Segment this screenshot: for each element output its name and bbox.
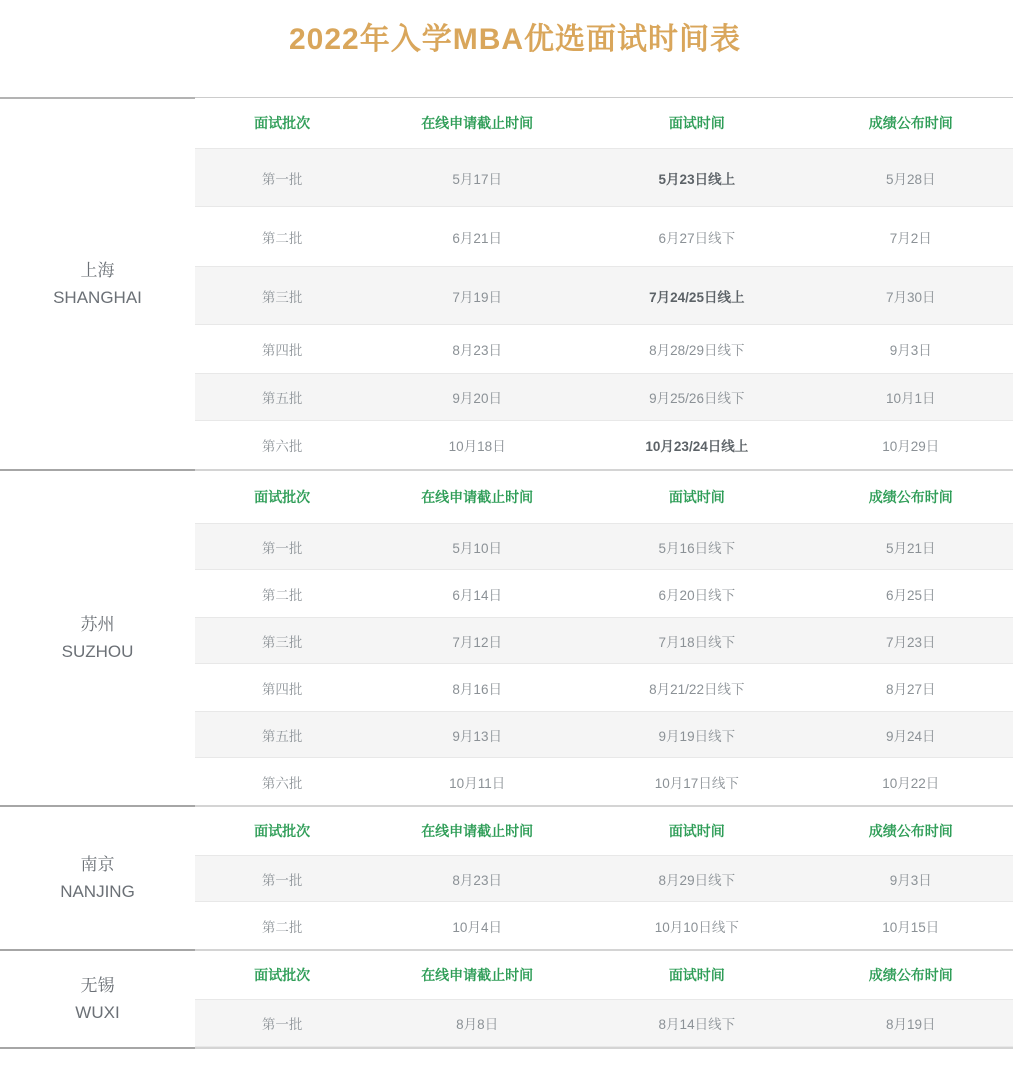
schedule-sections: [0, 97, 1013, 1049]
deadline-cell: 8月23日: [452, 872, 502, 888]
interview-cell: 7月18日线下: [658, 634, 736, 650]
column-header-batch: 面试批次: [254, 489, 311, 505]
deadline-cell: 8月16日: [452, 681, 502, 697]
table-header-row: [195, 951, 1013, 999]
table-row: [195, 758, 1013, 805]
city-name-cn: 苏州: [80, 615, 115, 634]
city-label: [0, 951, 195, 1049]
batch-cell: 第四批: [261, 343, 303, 358]
city-label: [0, 807, 195, 951]
interview-cell: 8月21/22日线下: [649, 681, 745, 697]
city-label: [0, 471, 195, 807]
interview-cell: 8月14日线下: [658, 1017, 736, 1032]
interview-cell: 10月17日线下: [654, 775, 739, 791]
interview-cell: 9月25/26日线下: [649, 391, 745, 406]
interview-cell: 10月23/24日线上: [645, 439, 749, 454]
result-cell: 8月27日: [885, 681, 936, 697]
table-row: [195, 999, 1013, 1047]
batch-cell: 第二批: [261, 230, 303, 246]
city-name-cn: 无锡: [80, 976, 115, 995]
batch-cell: 第四批: [261, 681, 303, 697]
city-label: [0, 97, 195, 471]
result-cell: 7月30日: [885, 289, 936, 305]
interview-cell: 5月23日线上: [658, 171, 736, 187]
result-cell: 10月22日: [882, 775, 940, 791]
column-header-result: 成绩公布时间: [868, 823, 953, 839]
section-nanjing: [0, 807, 1013, 951]
table-row: [195, 711, 1013, 758]
deadline-cell: 6月21日: [452, 230, 502, 246]
result-cell: 10月29日: [882, 439, 940, 454]
deadline-cell: 10月18日: [448, 439, 506, 454]
table-row: [195, 148, 1013, 207]
interview-cell: 9月19日线下: [658, 728, 736, 744]
city-name-en: SHANGHAI: [53, 288, 142, 307]
section-suzhou: [0, 471, 1013, 807]
table-header-row: [195, 471, 1013, 523]
schedule-table: [195, 97, 1013, 471]
deadline-cell: 7月12日: [452, 634, 502, 650]
interview-cell: 7月24/25日线上: [649, 289, 745, 305]
batch-cell: 第五批: [261, 728, 303, 744]
deadline-cell: 9月20日: [452, 391, 502, 406]
deadline-cell: 10月4日: [452, 919, 502, 935]
column-header-deadline: 在线申请截止时间: [421, 489, 534, 505]
table-row: [195, 207, 1013, 266]
batch-cell: 第五批: [261, 391, 303, 406]
column-header-interview: 面试时间: [668, 823, 725, 839]
table-row: [195, 617, 1013, 664]
city-name-en: NANJING: [60, 882, 135, 901]
column-header-deadline: 在线申请截止时间: [421, 967, 534, 983]
result-cell: 7月2日: [889, 230, 932, 246]
schedule-table: [195, 471, 1013, 807]
result-cell: 9月24日: [885, 728, 936, 744]
table-row: [195, 664, 1013, 711]
result-cell: 10月15日: [882, 919, 940, 935]
table-header-row: [195, 807, 1013, 855]
result-cell: 5月28日: [885, 171, 936, 187]
deadline-cell: 5月17日: [452, 171, 502, 187]
city-name-en: SUZHOU: [61, 642, 134, 661]
batch-cell: 第一批: [261, 1017, 303, 1032]
batch-cell: 第一批: [261, 171, 303, 187]
deadline-cell: 6月14日: [452, 587, 502, 603]
interview-cell: 6月20日线下: [658, 587, 736, 603]
deadline-cell: 8月23日: [452, 343, 502, 358]
table-row: [195, 421, 1013, 469]
column-header-batch: 面试批次: [254, 967, 311, 983]
column-header-interview: 面试时间: [668, 489, 725, 505]
city-name-en: WUXI: [75, 1003, 120, 1022]
column-header-deadline: 在线申请截止时间: [421, 115, 534, 131]
batch-cell: 第三批: [261, 289, 303, 305]
column-header-batch: 面试批次: [254, 823, 311, 839]
interview-cell: 8月29日线下: [658, 872, 736, 888]
page: [0, 22, 1030, 1049]
result-cell: 10月1日: [885, 391, 936, 406]
table-row: [195, 523, 1013, 570]
batch-cell: 第一批: [261, 540, 303, 556]
column-header-result: 成绩公布时间: [868, 489, 953, 505]
deadline-cell: 9月13日: [452, 728, 502, 744]
batch-cell: 第三批: [261, 634, 303, 650]
schedule-table: [195, 807, 1013, 951]
column-header-result: 成绩公布时间: [868, 115, 953, 131]
schedule-table: [195, 951, 1013, 1049]
batch-cell: 第一批: [261, 872, 303, 888]
result-cell: 9月3日: [889, 872, 932, 888]
column-header-batch: 面试批次: [254, 115, 311, 131]
city-name-cn: 上海: [80, 261, 115, 280]
batch-cell: 第六批: [261, 775, 303, 791]
page-title: 2022年入学MBA优选面试时间表: [288, 23, 742, 56]
column-header-deadline: 在线申请截止时间: [421, 823, 534, 839]
column-header-interview: 面试时间: [668, 967, 725, 983]
result-cell: 6月25日: [885, 587, 936, 603]
result-cell: 9月3日: [889, 343, 932, 358]
interview-cell: 8月28/29日线下: [649, 343, 745, 358]
batch-cell: 第六批: [261, 439, 303, 454]
result-cell: 7月23日: [885, 634, 936, 650]
result-cell: 5月21日: [885, 540, 936, 556]
deadline-cell: 5月10日: [452, 540, 502, 556]
column-header-interview: 面试时间: [668, 115, 725, 131]
deadline-cell: 7月19日: [452, 289, 502, 305]
interview-cell: 10月10日线下: [654, 919, 739, 935]
table-row: [195, 570, 1013, 617]
interview-cell: 5月16日线下: [658, 540, 736, 556]
city-name-cn: 南京: [80, 855, 115, 874]
table-row: [195, 325, 1013, 373]
table-row: [195, 855, 1013, 902]
section-shanghai: [0, 97, 1013, 471]
table-row: [195, 266, 1013, 325]
interview-cell: 6月27日线下: [658, 230, 736, 246]
batch-cell: 第二批: [261, 587, 303, 603]
column-header-result: 成绩公布时间: [868, 967, 953, 983]
deadline-cell: 8月8日: [456, 1017, 499, 1032]
result-cell: 8月19日: [885, 1017, 936, 1032]
deadline-cell: 10月11日: [449, 775, 506, 791]
table-row: [195, 373, 1013, 421]
table-header-row: [195, 98, 1013, 148]
batch-cell: 第二批: [261, 919, 303, 935]
table-row: [195, 902, 1013, 949]
section-wuxi: [0, 951, 1013, 1049]
